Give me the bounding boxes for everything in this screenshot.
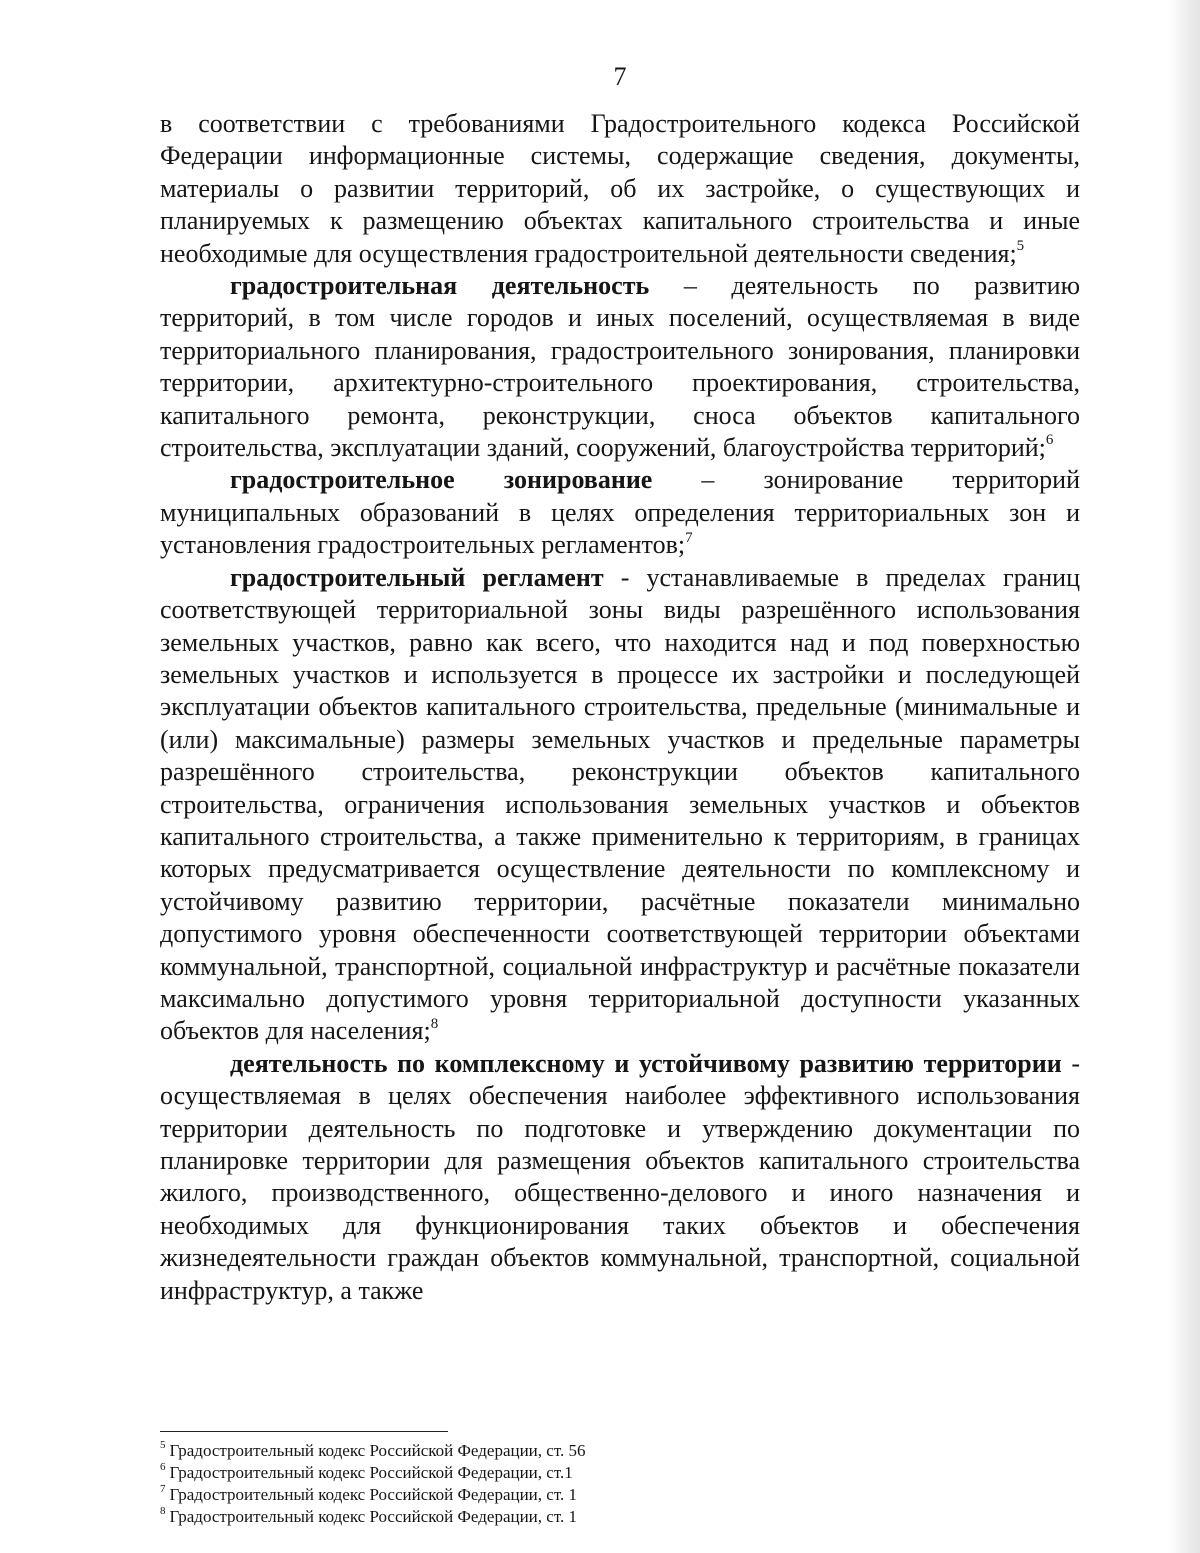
term-heading: градостроительный регламент bbox=[230, 562, 604, 592]
footnote-text: Градостроительный кодекс Российской Федерации, ст. 56 bbox=[169, 1441, 586, 1460]
paragraph-5 bbox=[160, 1048, 1080, 1307]
paragraph-1 bbox=[160, 108, 1080, 270]
paragraph-text: - осуществляемая в целях обеспечения наиболее эффективного использования территории деятельность по подготовке и утверждению документации по планировке территории для размещения объектов капитального строительства жилого, производственного, общественно-делового и иного назначения и необходимых для функционирования таких объектов и обеспечения жизнедеятельности граждан объектов коммунальной, транспортной, социальной инфраструктур, а также bbox=[160, 1048, 1080, 1305]
footnote-text: Градостроительный кодекс Российской Федерации, ст. 1 bbox=[169, 1485, 577, 1504]
term-heading: градостроительное зонирование bbox=[230, 465, 653, 495]
paragraph-3 bbox=[160, 464, 1080, 561]
footnote-divider bbox=[160, 1431, 448, 1432]
footnotes bbox=[160, 1440, 760, 1528]
footnote-ref: 5 bbox=[1016, 237, 1025, 254]
footnote-ref: 7 bbox=[685, 529, 693, 546]
paragraph-text: - устанавливаемые в пределах границ соответствующей территориальной зоны виды разрешённого использования земельных участков, равно как всего, что находится над и под поверхностью земельных участков и используется в процессе их застройки и последующей эксплуатации объектов капитального строительства, предельные (минимальные и (или) максимальные) размеры земельных участков и предельные параметры разрешённого строительства, реконструкции объектов капитального строительства, ограничения использования земельных участков и объектов капитального строительства, а также применительно к территориям, в границах которых предусматривается осуществление деятельности по комплексному и устойчивому развитию территории, расчётные показатели минимально допустимого уровня обеспеченности соответствующей территории объектами коммунальной, транспортной, социальной инфраструктур и расчётные показатели максимально допустимого уровня территориальной доступности указанных объектов для населения; bbox=[160, 562, 1080, 1046]
footnote-number: 7 bbox=[160, 1483, 166, 1496]
footnote-text: Градостроительный кодекс Российской Федерации, ст. 1 bbox=[169, 1507, 577, 1526]
footnote-number: 5 bbox=[160, 1439, 166, 1452]
footnote-number: 8 bbox=[160, 1505, 166, 1518]
document-body bbox=[160, 108, 1080, 1307]
paragraph-text: – зонирование территорий муниципальных образований в целях определения территориальных зон и установления градостроительных регламентов; bbox=[160, 465, 1080, 560]
footnote-8 bbox=[160, 1506, 760, 1528]
footnote-5 bbox=[160, 1440, 760, 1462]
footnote-ref: 6 bbox=[1045, 432, 1054, 449]
footnote-ref: 8 bbox=[430, 1015, 439, 1032]
paragraph-text: – деятельность по развитию территорий, в том числе городов и иных поселений, осуществляемая в виде территориального планирования, градостроительного зонирования, планировки территории, архитектурно-строительного проектирования, строительства, капитального ремонта, реконструкции, сноса объектов капитального строительства, эксплуатации зданий, сооружений, благоустройства территорий; bbox=[160, 271, 1080, 463]
paragraph-2 bbox=[160, 270, 1080, 464]
footnote-text: Градостроительный кодекс Российской Федерации, ст.1 bbox=[169, 1463, 573, 1482]
paragraph-text: в соответствии с требованиями Градостроительного кодекса Российской Федерации информационные системы, содержащие сведения, документы, материалы о развитии территорий, об их застройке, о существующих и планируемых к размещению объектах капитального строительства и иные необходимые для осуществления градостроительной деятельности сведения; bbox=[160, 109, 1080, 268]
footnote-7 bbox=[160, 1484, 760, 1506]
page-number: 7 bbox=[613, 62, 627, 91]
page-edge-shadow bbox=[1170, 0, 1200, 1553]
footnote-6 bbox=[160, 1462, 760, 1484]
term-heading: градостроительная деятельность bbox=[230, 271, 650, 301]
term-heading: деятельность по комплексному и устойчивому развитию территории bbox=[230, 1048, 1062, 1078]
paragraph-4 bbox=[160, 562, 1080, 1048]
footnote-number: 6 bbox=[160, 1461, 166, 1474]
